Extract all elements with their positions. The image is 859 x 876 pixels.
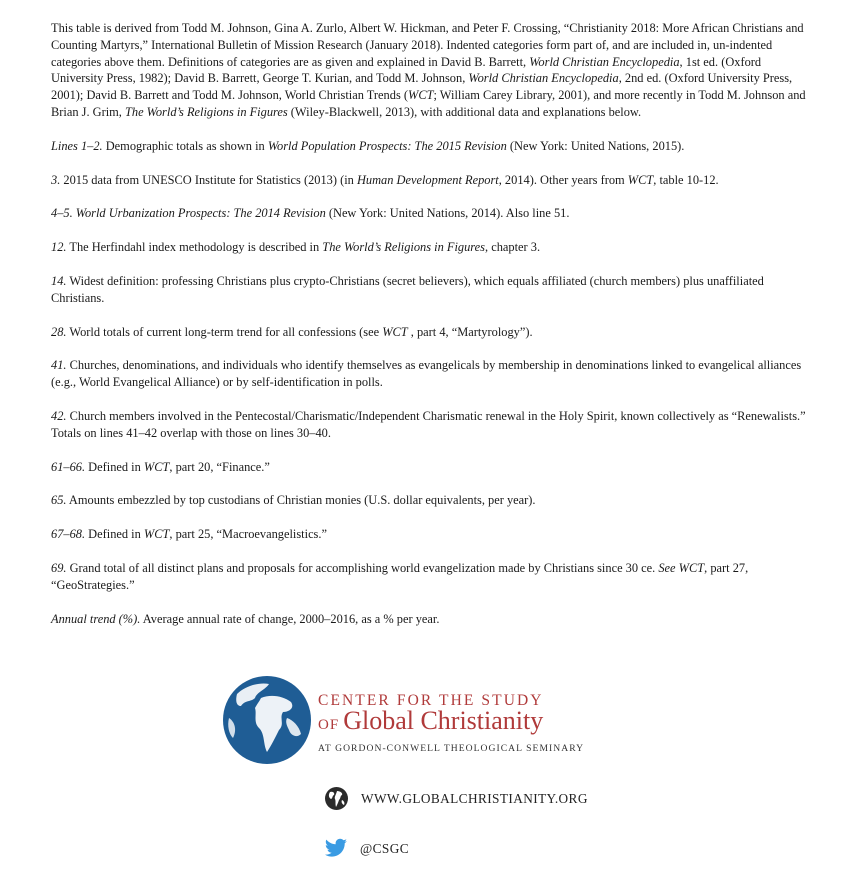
- intro-text: , 1st ed. (Oxford University Press, 1982); David B. Barrett, George T. Kurian, and Todd M. Johnson,: [51, 54, 762, 86]
- note-text: World totals of current long-term trend for all confessions (see: [66, 324, 383, 339]
- note-lines-4-5: [51, 205, 809, 222]
- note-label: 41.: [51, 358, 67, 373]
- note-label: 28.: [51, 324, 67, 339]
- globe-logo-icon: [221, 672, 313, 768]
- note-text: , table 10-12.: [653, 172, 719, 187]
- citation-abbrev: See WCT: [658, 560, 705, 575]
- note-lines-67-68: [51, 526, 809, 543]
- note-text: Demographic totals as shown in: [102, 138, 268, 153]
- notes-section: [51, 20, 809, 644]
- note-line-12: [51, 239, 809, 256]
- citation-title: World Population Prospects: The 2015 Revision: [267, 138, 507, 153]
- note-label: 69.: [51, 560, 67, 575]
- citation-abbrev: WCT: [143, 527, 170, 542]
- note-line-28: [51, 324, 809, 341]
- note-text: Church members involved in the Pentecostal/Charismatic/Independent Charismatic renewal in the Holy Spirit, known collectively as “Renewalists.” Totals on lines 41–42 overlap with those on lines 30–40.: [51, 408, 806, 440]
- note-text: , chapter 3.: [485, 240, 541, 255]
- logo-line-3: AT GORDON-CONWELL THEOLOGICAL SEMINARY: [318, 743, 585, 754]
- intro-text: ; William Carey Library, 2001), and more recently in Todd M. Johnson and Brian J. Grim,: [51, 88, 806, 119]
- note-text: (New York: United Nations, 2015).: [506, 138, 685, 153]
- note-line-41: [51, 357, 809, 391]
- twitter-handle[interactable]: @CSGC: [360, 840, 409, 856]
- note-annual-trend: [51, 611, 809, 628]
- note-label: 67–68.: [51, 527, 86, 542]
- note-text: , part 20, “Finance.”: [169, 459, 270, 474]
- intro-note: [51, 20, 809, 121]
- citation-abbrev: WCT: [143, 459, 170, 474]
- intro-text: , 2nd ed. (Oxford University Press, 2001); David B. Barrett and Todd M. Johnson, World Christian Trends (: [51, 71, 793, 103]
- note-line-14: [51, 273, 809, 307]
- note-line-69: [51, 560, 809, 594]
- twitter-bird-icon: [324, 838, 348, 859]
- citation-title: Human Development Report: [356, 172, 499, 187]
- note-text: , part 25, “Macroevangelistics.”: [169, 527, 327, 542]
- note-text: Defined in: [85, 459, 144, 474]
- logo-prefix: OF: [318, 717, 340, 733]
- intro-text: This table is derived from Todd M. Johnson, Gina A. Zurlo, Albert W. Hickman, and Peter F. Crossing, “Christianity 2018: More African Christians and Counting Martyrs,” International Bulletin of Mission Research (January 2018). Indented categories form part of, and are included in, un-indented categories above them. Definitions of categories are as given and explained in David B. Barrett,: [51, 21, 804, 69]
- globe-icon: [324, 786, 349, 811]
- note-line-3: [51, 172, 809, 189]
- citation-title: World Christian Encyclopedia: [529, 54, 680, 69]
- citation-title: The World’s Religions in Figures: [125, 104, 288, 119]
- note-text: Churches, denominations, and individuals who identify themselves as evangelicals by membership in denominations linked to evangelical alliances (e.g., World Evangelical Alliance) or by self-identification in polls.: [51, 358, 802, 390]
- citation-title: The World’s Religions in Figures: [322, 240, 485, 255]
- citation-abbrev: WCT: [627, 172, 654, 187]
- logo-line-2: [318, 706, 543, 736]
- note-text: Widest definition: professing Christians plus crypto-Christians (secret believers), which equals affiliated (church members) plus unaffiliated Christians.: [51, 273, 764, 305]
- note-label: Lines 1–2.: [51, 138, 103, 153]
- note-label: 14.: [51, 273, 67, 288]
- intro-text: (Wiley-Blackwell, 2013), with additional data and explanations below.: [287, 104, 642, 119]
- note-label: Annual trend (%).: [51, 611, 141, 626]
- twitter-row[interactable]: [324, 838, 409, 859]
- note-line-65: [51, 492, 809, 509]
- logo-main-text: Global Christianity: [343, 706, 544, 735]
- note-text: Defined in: [85, 527, 144, 542]
- note-text: Amounts embezzled by top custodians of Christian monies (U.S. dollar equivalents, per year).: [66, 493, 536, 508]
- note-line-42: [51, 408, 809, 442]
- citation-title: World Christian Encyclopedia: [468, 71, 619, 86]
- website-link[interactable]: WWW.GLOBALCHRISTIANITY.ORG: [361, 790, 588, 806]
- note-lines-1-2: [51, 138, 809, 155]
- citation-abbrev: WCT: [408, 88, 434, 103]
- note-label: 3.: [51, 172, 61, 187]
- note-text: 2015 data from UNESCO Institute for Statistics (2013) (in: [60, 172, 357, 187]
- note-label: 42.: [51, 408, 67, 423]
- note-text: Average annual rate of change, 2000–2016, as a % per year.: [140, 611, 440, 626]
- citation-abbrev: WCT: [382, 324, 408, 339]
- note-label: 12.: [51, 240, 67, 255]
- note-text: , part 27, “GeoStrategies.”: [51, 560, 749, 592]
- website-row[interactable]: [324, 786, 588, 811]
- note-text: , part 4, “Martyrology”).: [407, 324, 533, 339]
- note-label: 65.: [51, 493, 67, 508]
- note-text: The Herfindahl index methodology is described in: [66, 240, 323, 255]
- note-lines-61-66: [51, 459, 809, 476]
- note-text: , 2014). Other years from: [498, 172, 628, 187]
- note-text: Grand total of all distinct plans and proposals for accomplishing world evangelization made by Christians since 30 ce.: [66, 560, 659, 575]
- note-label: 61–66.: [51, 459, 86, 474]
- csgc-logo: [221, 672, 601, 768]
- note-text: (New York: United Nations, 2014). Also line 51.: [325, 206, 570, 221]
- logo-line-1: CENTER FOR THE STUDY: [318, 692, 544, 709]
- note-label: 4–5. World Urbanization Prospects: The 2014 Revision: [51, 206, 326, 221]
